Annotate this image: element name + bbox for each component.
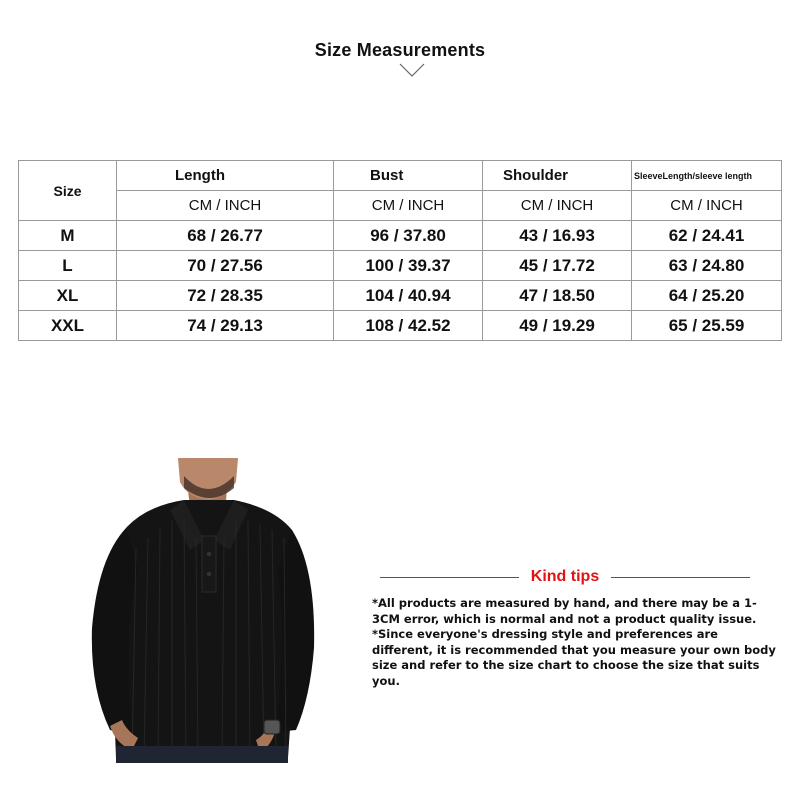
shoulder-cell: 47 / 18.50 xyxy=(483,281,632,311)
table-header-row xyxy=(19,161,782,191)
column-header-sleeve-length: SleeveLength/sleeve length xyxy=(632,161,782,191)
size-label: XL xyxy=(19,281,117,311)
kind-tips-text: *All products are measured by hand, and there may be a 1-3CM error, which is normal and not a product quality issue. *Since everyone's dressing style and preferences are different, it is recommended that you measure your own body size and refer to the size chart to choose the size that suits you. xyxy=(372,596,776,688)
length-cell: 70 / 27.56 xyxy=(117,251,334,281)
length-cell: 72 / 28.35 xyxy=(117,281,334,311)
page-title: Size Measurements xyxy=(314,40,486,60)
size-label: L xyxy=(19,251,117,281)
table-row xyxy=(19,311,782,341)
sleeve-cell: 63 / 24.80 xyxy=(632,251,782,281)
shoulder-cell: 43 / 16.93 xyxy=(483,221,632,251)
table-row xyxy=(19,251,782,281)
bust-cell: 104 / 40.94 xyxy=(334,281,483,311)
unit-label: CM / INCH xyxy=(117,191,334,221)
table-row xyxy=(19,221,782,251)
kind-tips-title: Kind tips xyxy=(530,568,600,585)
divider xyxy=(380,577,519,578)
unit-label: CM / INCH xyxy=(632,191,782,221)
unit-label: CM / INCH xyxy=(483,191,632,221)
unit-label: CM / INCH xyxy=(334,191,483,221)
bust-cell: 108 / 42.52 xyxy=(334,311,483,341)
size-table xyxy=(18,160,782,341)
product-photo xyxy=(86,458,316,763)
chevron-down-icon xyxy=(398,62,426,78)
size-label: M xyxy=(19,221,117,251)
sleeve-cell: 65 / 25.59 xyxy=(632,311,782,341)
bust-cell: 100 / 39.37 xyxy=(334,251,483,281)
length-cell: 74 / 29.13 xyxy=(117,311,334,341)
bust-cell: 96 / 37.80 xyxy=(334,221,483,251)
column-header-bust: Bust xyxy=(334,161,483,191)
kind-tips-heading xyxy=(380,568,750,586)
table-row xyxy=(19,281,782,311)
size-label: XXL xyxy=(19,311,117,341)
sleeve-cell: 62 / 24.41 xyxy=(632,221,782,251)
column-header-length: Length xyxy=(117,161,334,191)
shoulder-cell: 49 / 19.29 xyxy=(483,311,632,341)
unit-row xyxy=(19,191,782,221)
shoulder-cell: 45 / 17.72 xyxy=(483,251,632,281)
length-cell: 68 / 26.77 xyxy=(117,221,334,251)
size-column-header: Size xyxy=(19,161,117,221)
column-header-shoulder: Shoulder xyxy=(483,161,632,191)
divider xyxy=(611,577,750,578)
sleeve-cell: 64 / 25.20 xyxy=(632,281,782,311)
